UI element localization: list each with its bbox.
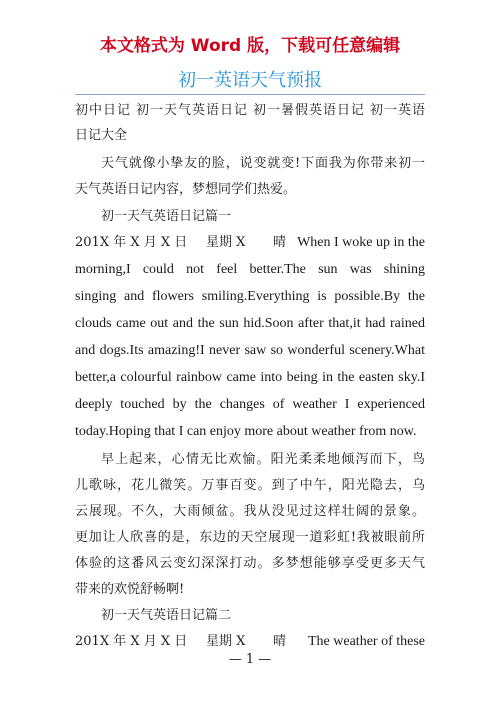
page-title: 初一英语天气预报 [178, 70, 322, 91]
chinese-line-2: 儿歌咏，花儿微笑。万事百变。到了中午，阳光隐去，乌 [75, 478, 425, 493]
english-text-start: The weather of these [308, 634, 425, 649]
chinese-line-6: 带来的欢悦舒畅啊! [75, 582, 185, 597]
english-line-7: today.Hoping that I can enjoy more about weather from now. [75, 424, 417, 439]
title-divider [75, 94, 425, 95]
diary-weather: 晴 [273, 235, 287, 250]
english-line-1: morning,I could not feel better.The sun was shining [75, 262, 425, 277]
chinese-line-3: 云展现。不久，大雨倾盆。我从没见过这样壮阔的景象。 [75, 504, 425, 519]
section-1-heading: 初一天气英语日记篇一 [101, 209, 232, 224]
format-banner: 本文格式为 Word 版，下载可任意编辑 [99, 36, 401, 56]
english-line-2: singing and flowers smiling.Everything is possible.By the [75, 289, 425, 304]
english-line-5: better,a colourful rainbow came into being in the easten sky.I [75, 370, 425, 385]
chinese-line-5: 体验的这番风云变幻深深打动。多梦想能够享受更多天气 [75, 556, 425, 571]
keywords-line-2: 日记大全 [75, 128, 128, 143]
diary-date: 201X 年 X 月 X 日 [75, 235, 188, 250]
diary-weekday: 星期 X [206, 235, 246, 250]
chinese-line-1: 早上起来，心情无比欢愉。阳光柔柔地倾泻而下，鸟 [101, 452, 425, 467]
diary-weekday: 星期 X [206, 634, 246, 649]
page-number: — 1 — [228, 652, 272, 667]
section-2-heading: 初一天气英语日记篇二 [101, 608, 232, 623]
chinese-line-4: 更加让人欣喜的是，东边的天空展现一道彩虹!我被眼前所 [75, 530, 425, 545]
keywords-line-1: 初中日记 初一天气英语日记 初一暑假英语日记 初一英语 [75, 103, 425, 118]
english-line-6: deeply touched by the changes of weather I experienced [75, 397, 425, 412]
intro-line-2: 天气英语日记内容，梦想同学们热爱。 [75, 182, 297, 197]
section-2-dateline [75, 633, 425, 651]
diary-weather: 晴 [273, 634, 287, 649]
section-1-dateline [75, 234, 425, 252]
english-line-4: and dogs.Its amazing!I never saw so wonderful scenery.What [75, 343, 425, 358]
english-line-3: clouds came out and the sun hid.Soon after that,it had rained [75, 316, 425, 331]
english-text-start: When I woke up in the [297, 235, 425, 250]
diary-date: 201X 年 X 月 X 日 [75, 634, 188, 649]
intro-line-1: 天气就像小挚友的脸，说变就变!下面我为你带来初一 [101, 156, 425, 171]
